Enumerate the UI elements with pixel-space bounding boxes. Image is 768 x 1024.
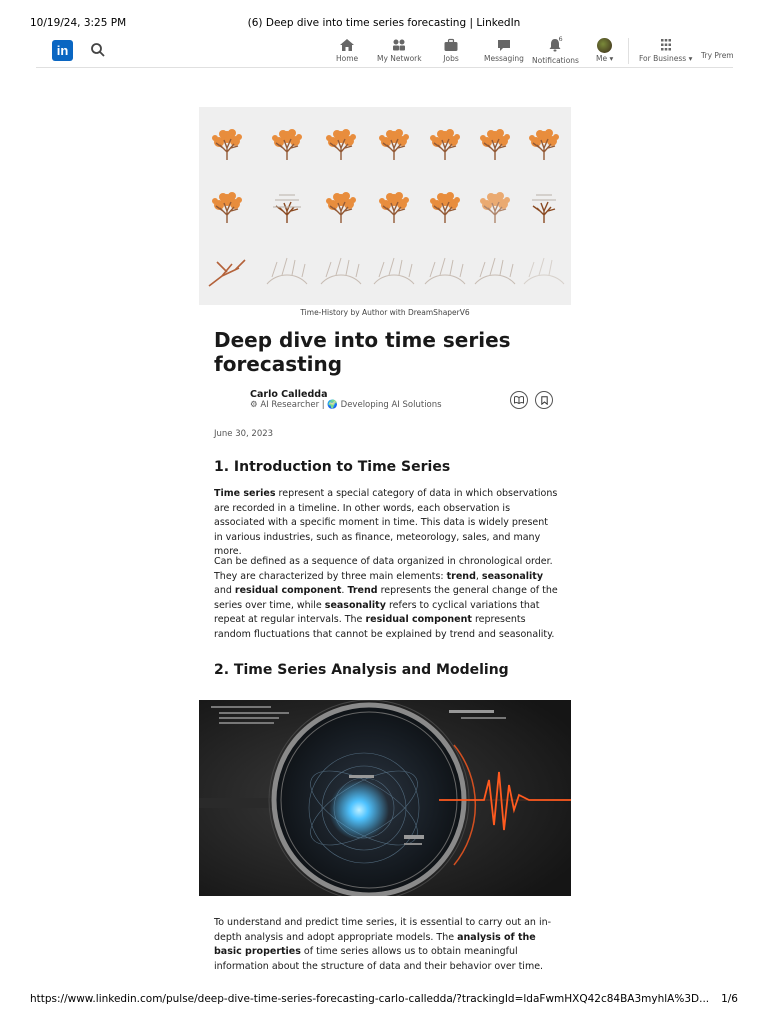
nav-jobs-label: Jobs (443, 54, 459, 63)
globe-icon: 🌍 (327, 400, 338, 410)
print-page-number: 1/6 (721, 993, 738, 1005)
top-nav (36, 36, 733, 68)
nav-messaging[interactable] (484, 38, 524, 66)
paragraph-1: Time series represent a special category of data in which observations are recorded in a timeline. In other words, each observation is associated with a specific moment in time. This data is widely present in various industries, such as finance, meteorology, sales, and many more. (214, 488, 558, 557)
nav-my-network-label: My Network (377, 54, 422, 63)
briefcase-icon (443, 38, 459, 52)
notification-badge: 6 (558, 35, 563, 43)
try-premium-link[interactable]: Try Prem (701, 51, 734, 60)
hero-caption: Time-History by Author with DreamShaperV6 (300, 308, 470, 317)
nav-notifications[interactable] (532, 35, 579, 66)
article-title: Deep dive into time series forecasting (214, 328, 511, 376)
book-icon (514, 396, 524, 404)
author-name[interactable]: Carlo Calledda (250, 389, 328, 400)
save-article-button[interactable] (535, 391, 553, 409)
nav-messaging-label: Messaging (484, 54, 524, 63)
analysis-illustration (199, 700, 571, 896)
chevron-down-icon: ▾ (688, 54, 693, 63)
nav-me[interactable] (596, 38, 613, 66)
chevron-down-icon: ▾ (609, 54, 614, 63)
print-url: https://www.linkedin.com/pulse/deep-dive-time-series-forecasting-carlo-calledda/?trackingId=ldaFwmHXQ42c84BA3myhlA%3D... (30, 993, 710, 1005)
nav-home[interactable] (336, 38, 358, 66)
reader-mode-button[interactable] (510, 391, 528, 409)
publish-date: June 30, 2023 (214, 429, 274, 439)
nav-my-network[interactable] (377, 38, 422, 66)
nav-home-label: Home (336, 54, 359, 63)
nav-notifications-label: Notifications (532, 56, 579, 65)
grid-icon (658, 38, 674, 52)
network-icon (391, 38, 407, 52)
search-icon[interactable] (90, 42, 106, 58)
chat-icon (496, 38, 512, 52)
print-page-title: (6) Deep dive into time series forecasting | LinkedIn (247, 17, 521, 29)
robot-icon: ⚙ (250, 400, 258, 410)
bookmark-icon (541, 396, 548, 405)
nav-divider (628, 38, 629, 64)
print-header (0, 0, 768, 40)
nav-for-business[interactable] (639, 38, 692, 66)
tree-illustration (199, 107, 571, 305)
print-datetime: 10/19/24, 3:25 PM (30, 17, 127, 29)
paragraph-3: To understand and predict time series, it is essential to carry out an in-depth analysis and adopt appropriate models. The analysis of the basic properties of time series allows us to obtain meaningful information about the structure of data and their behavior over time. (214, 917, 552, 972)
nav-for-business-label: For Business ▾ (639, 54, 693, 63)
hero-image (199, 107, 571, 305)
author-headline: ⚙ AI Researcher | 🌍 Developing AI Solutions (250, 400, 442, 410)
section-heading-2: 2. Time Series Analysis and Modeling (214, 662, 509, 678)
linkedin-logo[interactable]: in (52, 40, 73, 61)
avatar (597, 38, 612, 53)
paragraph-2: Can be defined as a sequence of data organized in chronological order. They are characterized by three main elements: trend, seasonality and residual component. Trend represents the general change of the series over time, while seasonality refers to cyclical variations that repeat at regular intervals. The residual component represents random fluctuations that cannot be explained by trend and seasonality. (214, 556, 558, 640)
home-icon (339, 38, 355, 52)
nav-jobs[interactable] (443, 38, 459, 66)
section-heading-1: 1. Introduction to Time Series (214, 459, 451, 475)
nav-me-label: Me ▾ (596, 54, 614, 63)
magnifier-illustration (199, 700, 571, 896)
